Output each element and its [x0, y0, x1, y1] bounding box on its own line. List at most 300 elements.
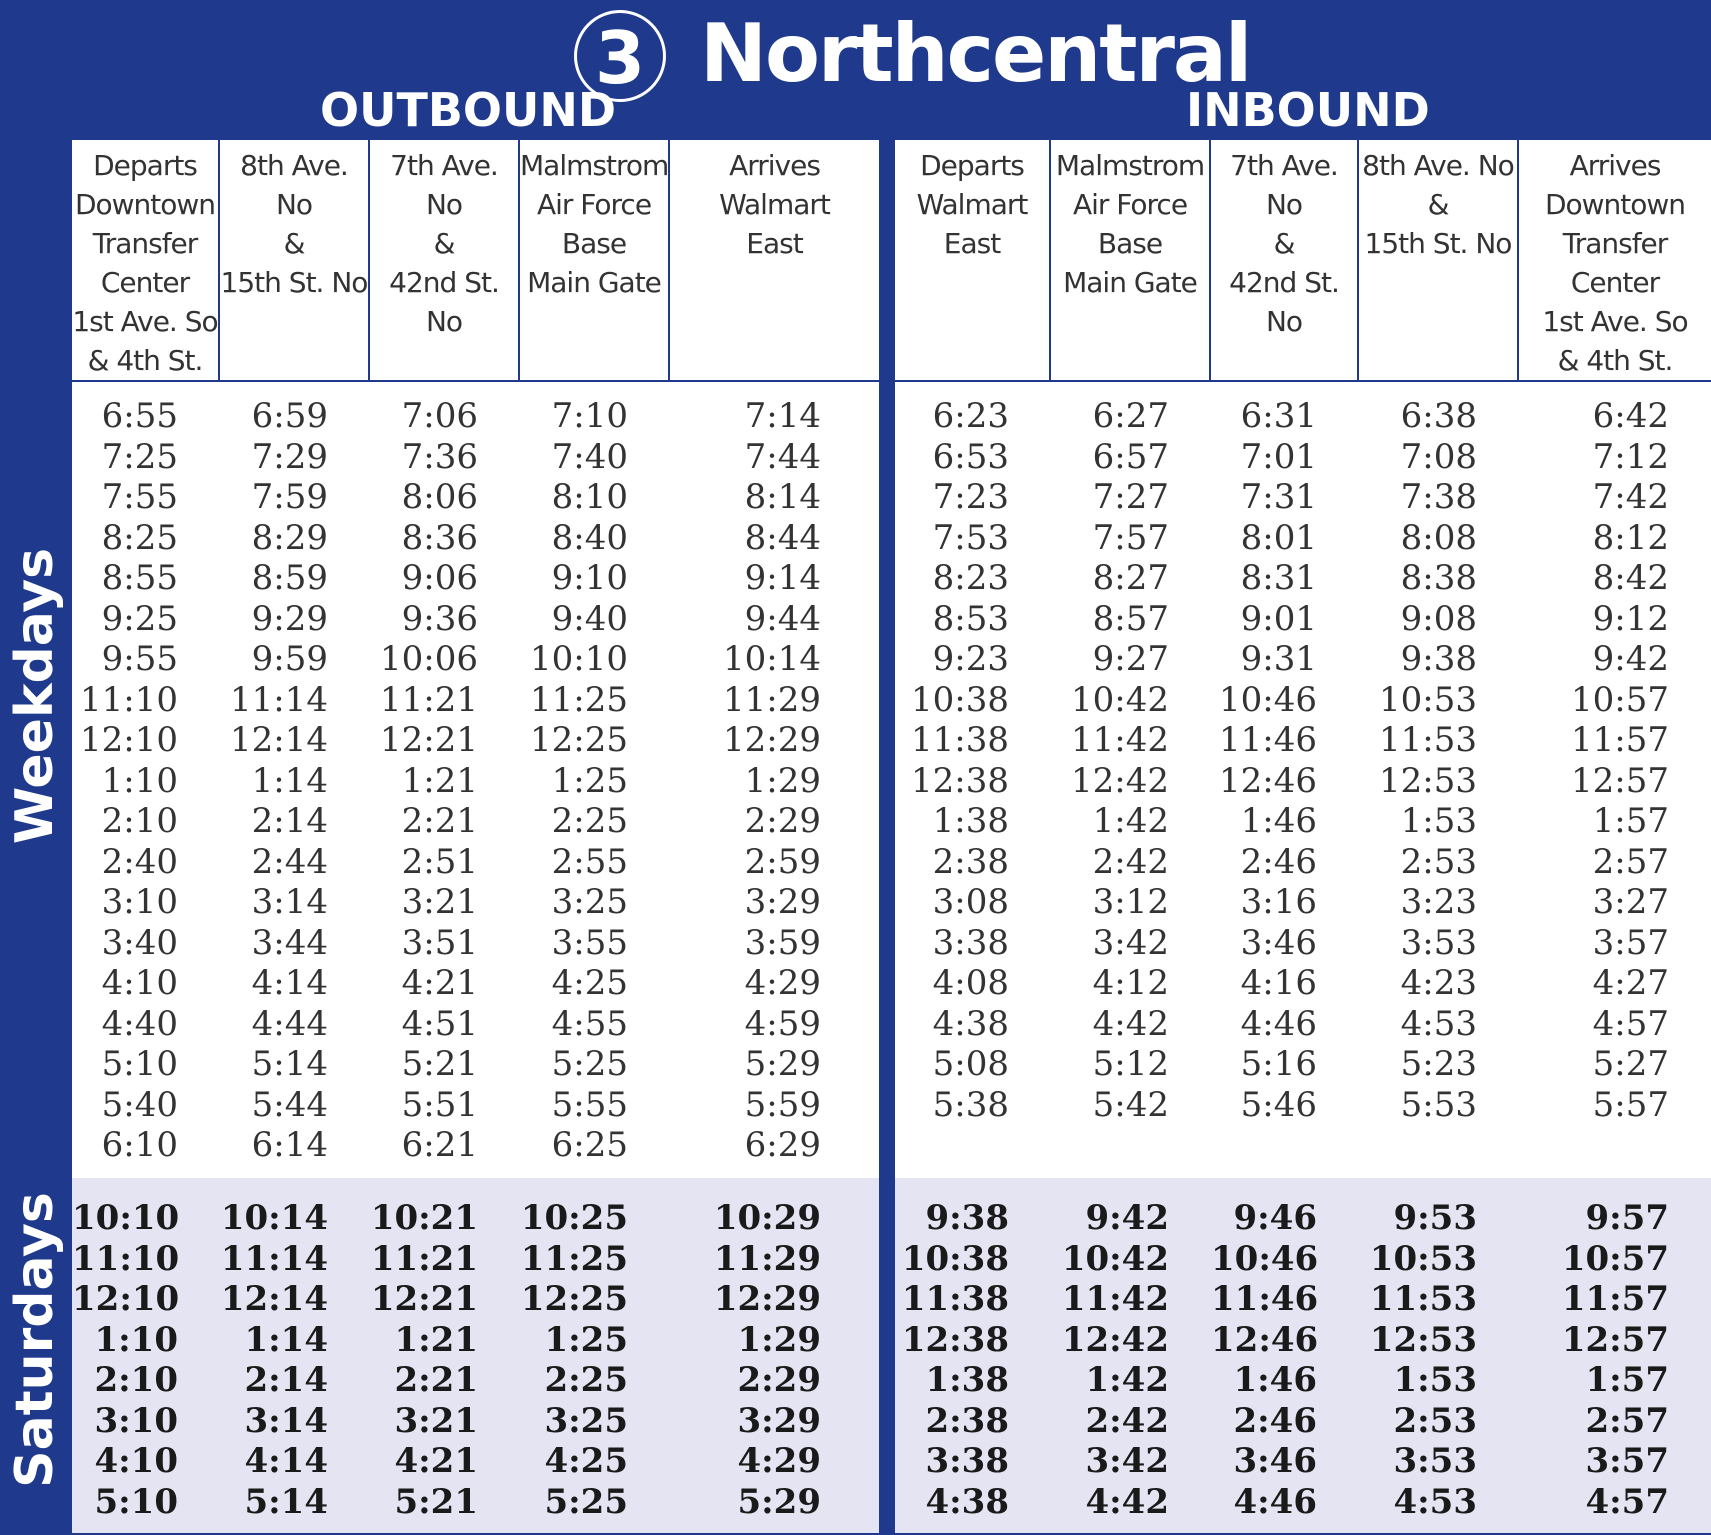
time-cell: 12:25 [520, 1279, 628, 1319]
table-row [895, 1482, 1711, 1523]
time-cell: 8:57 [1092, 598, 1169, 639]
route-number-badge: 3 [574, 10, 666, 102]
time-cell: 9:12 [1592, 598, 1669, 639]
time-cell: 8:42 [1592, 558, 1669, 598]
time-cell: 5:14 [244, 1481, 328, 1522]
time-cell: 1:42 [1092, 801, 1169, 841]
time-cell: 10:53 [1379, 679, 1477, 720]
time-cell: 12:42 [1061, 1319, 1169, 1360]
time-cell: 9:44 [744, 598, 821, 639]
table-row [72, 720, 879, 761]
time-cell: 11:46 [1219, 720, 1317, 760]
time-cell: 8:53 [932, 598, 1009, 639]
time-cell: 8:10 [551, 477, 628, 517]
time-cell: 5:08 [932, 1044, 1009, 1084]
time-cell: 7:29 [251, 436, 328, 477]
time-cell: 2:14 [244, 1360, 328, 1400]
time-cell: 9:38 [1400, 639, 1477, 679]
time-cell: 4:46 [1233, 1481, 1317, 1522]
time-cell: 1:53 [1393, 1360, 1477, 1400]
time-cell: 12:10 [72, 1279, 180, 1319]
table-row [895, 1198, 1711, 1239]
time-cell: 6:21 [401, 1125, 478, 1165]
time-cell: 12:21 [380, 720, 478, 760]
time-cell: 7:14 [744, 396, 821, 436]
time-cell: 3:53 [1393, 1441, 1477, 1481]
inbound-column-header: Departs Walmart East [895, 140, 1051, 380]
time-cell: 2:40 [101, 841, 178, 882]
time-cell: 9:36 [401, 598, 478, 639]
time-cell: 8:36 [401, 517, 478, 558]
saturdays-label: Saturdays [5, 1192, 65, 1488]
time-cell: 12:53 [1369, 1319, 1477, 1360]
time-cell: 2:10 [94, 1360, 178, 1400]
time-cell: 12:57 [1571, 760, 1669, 801]
time-cell: 2:38 [925, 1400, 1009, 1441]
time-cell: 5:16 [1240, 1044, 1317, 1084]
time-cell: 5:10 [101, 1044, 178, 1084]
time-cell: 6:59 [251, 396, 328, 436]
time-cell: 3:53 [1400, 922, 1477, 963]
time-cell: 8:01 [1240, 517, 1317, 558]
time-cell: 1:25 [551, 760, 628, 801]
time-cell: 11:10 [72, 1238, 180, 1279]
time-cell: 5:21 [394, 1481, 478, 1522]
time-cell: 11:53 [1379, 720, 1477, 760]
time-cell: 3:29 [737, 1400, 821, 1441]
time-cell: 3:23 [1400, 882, 1477, 922]
time-cell: 10:46 [1219, 679, 1317, 720]
table-row [72, 518, 879, 559]
table-row [895, 1320, 1711, 1361]
time-cell: 7:23 [932, 477, 1009, 517]
time-cell: 12:57 [1561, 1319, 1669, 1360]
table-row [72, 842, 879, 883]
table-row [895, 923, 1711, 964]
table-row [72, 639, 879, 680]
table-row [895, 1441, 1711, 1482]
table-row [895, 1085, 1711, 1126]
time-cell: 12:10 [80, 720, 178, 760]
outbound-weekdays-section [72, 382, 879, 1178]
time-cell: 9:31 [1240, 639, 1317, 679]
time-cell: 3:38 [925, 1441, 1009, 1481]
time-cell: 3:38 [932, 922, 1009, 963]
time-cell: 3:27 [1592, 882, 1669, 922]
time-cell: 2:57 [1585, 1400, 1669, 1441]
time-cell: 10:21 [370, 1198, 478, 1238]
table-row [895, 842, 1711, 883]
time-cell: 1:57 [1592, 801, 1669, 841]
time-cell: 5:23 [1400, 1044, 1477, 1084]
time-cell: 6:38 [1400, 396, 1477, 436]
time-cell: 9:14 [744, 558, 821, 598]
time-cell: 2:53 [1393, 1400, 1477, 1441]
time-cell: 10:42 [1071, 679, 1169, 720]
time-cell: 5:21 [401, 1044, 478, 1084]
time-cell: 4:21 [394, 1441, 478, 1481]
time-cell: 4:29 [737, 1441, 821, 1481]
time-cell: 9:42 [1085, 1198, 1169, 1238]
inbound-column-header: Arrives Downtown Transfer Center 1st Ave. So & 4th St. [1542, 149, 1688, 377]
time-cell: 5:42 [1092, 1084, 1169, 1125]
time-cell: 2:29 [737, 1360, 821, 1400]
inbound-table [895, 140, 1711, 1533]
table-row [72, 1239, 879, 1280]
time-cell: 8:55 [101, 558, 178, 598]
time-cell: 12:46 [1211, 1319, 1319, 1360]
time-cell: 10:14 [723, 639, 821, 679]
time-cell: 11:14 [220, 1238, 328, 1279]
time-cell: 3:55 [551, 922, 628, 963]
time-cell: 7:59 [251, 477, 328, 517]
time-cell: 1:38 [925, 1360, 1009, 1400]
table-row [72, 1482, 879, 1523]
outbound-column-header: Arrives Walmart East [719, 149, 830, 260]
time-cell: 7:27 [1092, 477, 1169, 517]
outbound-column-header: Malmstrom Air Force Base Main Gate [520, 140, 670, 380]
time-cell: 2:46 [1240, 841, 1317, 882]
table-row [895, 720, 1711, 761]
time-cell: 7:42 [1592, 477, 1669, 517]
time-cell: 9:06 [401, 558, 478, 598]
time-cell: 2:57 [1592, 841, 1669, 882]
table-row [72, 761, 879, 802]
time-cell: 6:14 [251, 1125, 328, 1165]
time-cell: 1:21 [401, 760, 478, 801]
time-cell: 2:55 [551, 841, 628, 882]
time-cell: 4:38 [925, 1481, 1009, 1522]
time-cell: 7:55 [101, 477, 178, 517]
time-cell: 1:38 [932, 801, 1009, 841]
time-cell: 4:29 [744, 963, 821, 1003]
time-cell: 8:40 [551, 517, 628, 558]
time-cell: 12:53 [1379, 760, 1477, 801]
time-cell: 2:21 [394, 1360, 478, 1400]
time-cell: 10:57 [1571, 679, 1669, 720]
time-cell: 1:57 [1585, 1360, 1669, 1400]
time-cell: 7:10 [551, 396, 628, 436]
time-cell: 1:14 [251, 760, 328, 801]
time-cell: 6:55 [101, 396, 178, 436]
time-cell: 8:27 [1092, 558, 1169, 598]
time-cell: 3:29 [744, 882, 821, 922]
table-row [72, 882, 879, 923]
time-cell: 7:31 [1240, 477, 1317, 517]
time-cell: 9:10 [551, 558, 628, 598]
time-cell: 10:38 [911, 679, 1009, 720]
time-cell: 7:53 [932, 517, 1009, 558]
time-cell: 2:38 [932, 841, 1009, 882]
time-cell: 12:38 [911, 760, 1009, 801]
time-cell: 7:44 [744, 436, 821, 477]
time-cell: 5:10 [94, 1481, 178, 1522]
time-cell: 12:29 [713, 1279, 821, 1319]
time-cell: 10:42 [1061, 1238, 1169, 1279]
time-cell: 4:16 [1240, 963, 1317, 1003]
table-row [895, 396, 1711, 437]
time-cell: 3:14 [251, 882, 328, 922]
outbound-saturdays-section [72, 1178, 879, 1533]
time-cell: 4:55 [551, 1003, 628, 1044]
time-cell: 4:44 [251, 1003, 328, 1044]
time-cell: 3:12 [1092, 882, 1169, 922]
table-row [72, 1085, 879, 1126]
time-cell: 10:53 [1369, 1238, 1477, 1279]
table-row [895, 1401, 1711, 1442]
time-cell: 6:31 [1240, 396, 1317, 436]
time-cell: 3:46 [1240, 922, 1317, 963]
time-cell: 6:53 [932, 436, 1009, 477]
time-cell: 12:14 [230, 720, 328, 760]
time-cell: 6:57 [1092, 436, 1169, 477]
time-cell: 7:38 [1400, 477, 1477, 517]
time-cell: 5:53 [1400, 1084, 1477, 1125]
time-cell: 8:14 [744, 477, 821, 517]
time-cell: 9:57 [1585, 1198, 1669, 1238]
time-cell: 2:42 [1085, 1400, 1169, 1441]
table-row [895, 1004, 1711, 1045]
time-cell: 5:14 [251, 1044, 328, 1084]
table-row [72, 396, 879, 437]
time-cell: 5:59 [744, 1084, 821, 1125]
time-cell: 2:10 [101, 801, 178, 841]
table-row [895, 882, 1711, 923]
table-row [72, 558, 879, 599]
time-cell: 11:38 [911, 720, 1009, 760]
inbound-header-row [895, 140, 1711, 382]
time-cell: 11:25 [530, 679, 628, 720]
time-cell: 8:29 [251, 517, 328, 558]
time-cell: 10:25 [520, 1198, 628, 1238]
time-cell: 3:10 [94, 1400, 178, 1441]
time-cell: 1:29 [744, 760, 821, 801]
time-cell: 3:14 [244, 1400, 328, 1441]
time-cell: 9:25 [101, 598, 178, 639]
time-cell: 4:59 [744, 1003, 821, 1044]
time-cell: 7:01 [1240, 436, 1317, 477]
time-cell: 12:42 [1071, 760, 1169, 801]
time-cell: 5:29 [744, 1044, 821, 1084]
time-cell: 12:25 [530, 720, 628, 760]
time-cell: 4:25 [551, 963, 628, 1003]
table-row [72, 1279, 879, 1320]
time-cell: 1:14 [244, 1319, 328, 1360]
time-cell: 1:46 [1233, 1360, 1317, 1400]
time-cell: 3:25 [551, 882, 628, 922]
outbound-header-row [72, 140, 879, 382]
table-row [895, 599, 1711, 640]
time-cell: 3:21 [394, 1400, 478, 1441]
time-cell: 4:57 [1592, 1003, 1669, 1044]
table-row [72, 1360, 879, 1401]
time-cell: 6:23 [932, 396, 1009, 436]
time-cell: 11:53 [1369, 1279, 1477, 1319]
time-cell: 11:42 [1071, 720, 1169, 760]
time-cell: 9:23 [932, 639, 1009, 679]
time-cell: 4:25 [544, 1441, 628, 1481]
time-cell: 4:42 [1092, 1003, 1169, 1044]
time-cell: 5:55 [551, 1084, 628, 1125]
time-cell: 10:06 [380, 639, 478, 679]
outbound-column-header: 7th Ave. No & 42nd St. No [370, 140, 520, 380]
time-cell: 3:57 [1585, 1441, 1669, 1481]
time-cell: 4:10 [94, 1441, 178, 1481]
time-cell: 3:25 [544, 1400, 628, 1441]
time-cell: 5:29 [737, 1481, 821, 1522]
time-cell: 9:08 [1400, 598, 1477, 639]
inbound-saturdays-section [895, 1178, 1711, 1533]
title-bar [0, 0, 1711, 137]
outbound-column-header: Departs Downtown Transfer Center 1st Ave. So & 4th St. [72, 140, 220, 380]
weekdays-label: Weekdays [5, 547, 65, 845]
time-cell: 6:10 [101, 1125, 178, 1165]
table-row [895, 963, 1711, 1004]
table-row [72, 1320, 879, 1361]
time-cell: 3:42 [1092, 922, 1169, 963]
time-cell: 1:10 [94, 1319, 178, 1360]
time-cell: 3:44 [251, 922, 328, 963]
time-cell: 11:57 [1561, 1279, 1669, 1319]
time-cell: 12:38 [901, 1319, 1009, 1360]
table-row [895, 477, 1711, 518]
time-cell: 11:46 [1211, 1279, 1319, 1319]
time-cell: 8:23 [932, 558, 1009, 598]
time-cell: 7:57 [1092, 517, 1169, 558]
time-cell: 5:25 [544, 1481, 628, 1522]
time-cell: 10:38 [901, 1238, 1009, 1279]
table-row [72, 437, 879, 478]
table-row [72, 680, 879, 721]
table-row [895, 801, 1711, 842]
time-cell: 2:44 [251, 841, 328, 882]
outbound-label: OUTBOUND [320, 83, 617, 137]
table-row [895, 1044, 1711, 1085]
time-cell: 4:51 [401, 1003, 478, 1044]
table-row [895, 1279, 1711, 1320]
time-cell: 5:57 [1592, 1084, 1669, 1125]
time-cell: 1:53 [1400, 801, 1477, 841]
table-row [895, 558, 1711, 599]
time-cell: 6:42 [1592, 396, 1669, 436]
time-cell: 5:51 [401, 1084, 478, 1125]
time-cell: 10:14 [220, 1198, 328, 1238]
table-row [72, 801, 879, 842]
table-row [895, 518, 1711, 559]
time-cell: 2:51 [401, 841, 478, 882]
table-row [72, 1044, 879, 1085]
time-cell: 12:46 [1219, 760, 1317, 801]
time-cell: 5:46 [1240, 1084, 1317, 1125]
table-row [72, 477, 879, 518]
time-cell: 5:38 [932, 1084, 1009, 1125]
time-cell: 4:46 [1240, 1003, 1317, 1044]
time-cell: 4:14 [244, 1441, 328, 1481]
time-cell: 11:21 [370, 1238, 478, 1279]
time-cell: 3:21 [401, 882, 478, 922]
time-cell: 8:38 [1400, 558, 1477, 598]
time-cell: 11:25 [520, 1238, 628, 1279]
time-cell: 7:08 [1400, 436, 1477, 477]
time-cell: 2:53 [1400, 841, 1477, 882]
table-row [72, 1401, 879, 1442]
time-cell: 10:29 [713, 1198, 821, 1238]
time-cell: 8:31 [1240, 558, 1317, 598]
table-row [895, 639, 1711, 680]
time-cell: 7:12 [1592, 436, 1669, 477]
time-cell: 5:44 [251, 1084, 328, 1125]
time-cell: 11:57 [1571, 720, 1669, 760]
time-cell: 2:29 [744, 801, 821, 841]
time-cell: 8:59 [251, 558, 328, 598]
time-cell: 3:59 [744, 922, 821, 963]
time-cell: 9:01 [1240, 598, 1317, 639]
time-cell: 8:25 [101, 517, 178, 558]
time-cell: 10:10 [72, 1198, 180, 1238]
time-cell: 11:38 [901, 1279, 1009, 1319]
time-cell: 12:29 [723, 720, 821, 760]
route-name: Northcentral [700, 7, 1251, 100]
table-row [895, 680, 1711, 721]
time-cell: 10:57 [1561, 1238, 1669, 1279]
time-cell: 11:29 [713, 1238, 821, 1279]
time-cell: 6:29 [744, 1125, 821, 1165]
time-cell: 3:46 [1233, 1441, 1317, 1481]
time-cell: 5:25 [551, 1044, 628, 1084]
time-cell: 9:55 [101, 639, 178, 679]
outbound-table [72, 140, 879, 1533]
table-row [72, 923, 879, 964]
time-cell: 2:42 [1092, 841, 1169, 882]
time-cell: 7:36 [401, 436, 478, 477]
time-cell: 2:25 [551, 801, 628, 841]
time-cell: 2:14 [251, 801, 328, 841]
table-row [72, 599, 879, 640]
time-cell: 4:42 [1085, 1481, 1169, 1522]
table-row [72, 1004, 879, 1045]
time-cell: 12:14 [220, 1279, 328, 1319]
inbound-column-header: 7th Ave. No & 42nd St. No [1211, 140, 1359, 380]
inbound-label: INBOUND [1186, 83, 1430, 137]
outbound-column-header: 8th Ave. No & 15th St. No [220, 140, 370, 380]
time-cell: 9:27 [1092, 639, 1169, 679]
table-row [72, 963, 879, 1004]
table-row [895, 1360, 1711, 1401]
time-cell: 10:10 [530, 639, 628, 679]
time-cell: 4:21 [401, 963, 478, 1003]
time-cell: 9:29 [251, 598, 328, 639]
table-row [895, 761, 1711, 802]
time-cell: 7:40 [551, 436, 628, 477]
time-cell: 2:21 [401, 801, 478, 841]
time-cell: 8:44 [744, 517, 821, 558]
time-cell: 3:10 [101, 882, 178, 922]
time-cell: 4:40 [101, 1003, 178, 1044]
inbound-column-header: Malmstrom Air Force Base Main Gate [1051, 140, 1211, 380]
time-cell: 1:42 [1085, 1360, 1169, 1400]
inbound-weekdays-section [895, 382, 1711, 1178]
time-cell: 5:12 [1092, 1044, 1169, 1084]
time-cell: 11:29 [723, 679, 821, 720]
time-cell: 4:10 [101, 963, 178, 1003]
time-cell: 9:46 [1233, 1198, 1317, 1238]
time-cell: 3:16 [1240, 882, 1317, 922]
time-cell: 4:53 [1393, 1481, 1477, 1522]
time-cell: 9:59 [251, 639, 328, 679]
time-cell: 8:12 [1592, 517, 1669, 558]
table-row [72, 1125, 879, 1166]
time-cell: 8:08 [1400, 517, 1477, 558]
